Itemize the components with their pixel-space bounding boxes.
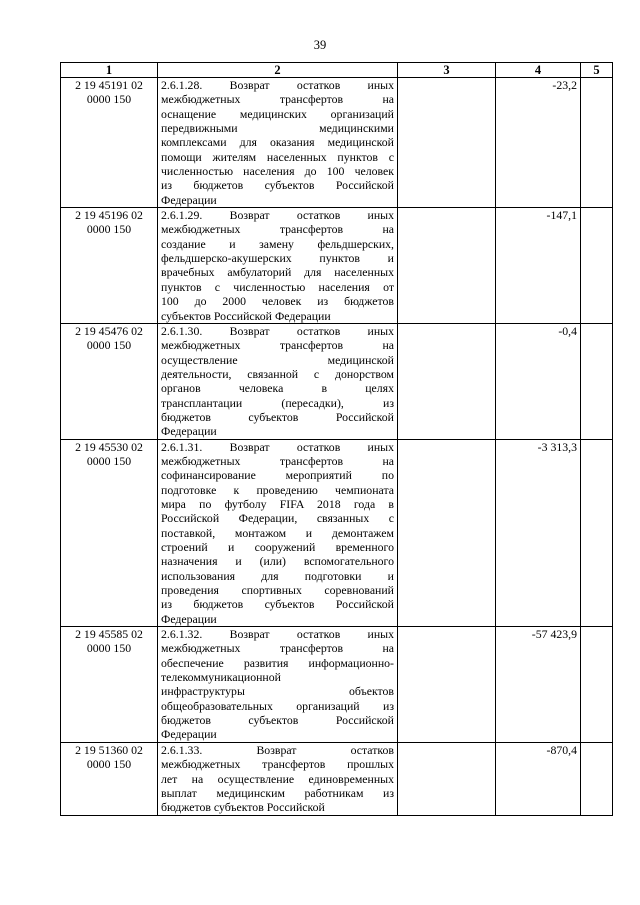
description-line: выплат медицинским работникам из (161, 785, 394, 800)
budget-code-line: 2 19 45191 02 (75, 78, 143, 92)
column-header-3: 3 (398, 63, 496, 78)
budget-code-cell (61, 323, 158, 439)
table-row (61, 208, 613, 324)
description-line: оснащение медицинских организаций (161, 106, 394, 121)
description-line: деятельности, связанной с донорством (161, 366, 394, 381)
budget-table (60, 62, 613, 816)
description-cell (158, 78, 398, 208)
column-header-2: 2 (158, 63, 398, 78)
column-3-cell (398, 439, 496, 626)
description-line: бюджетов субъектов Российской (161, 800, 325, 815)
column-3-cell (398, 742, 496, 815)
column-5-cell (581, 78, 613, 208)
description-line: фельдшерско-акушерских пунктов и (161, 251, 394, 266)
column-3-cell (398, 627, 496, 743)
description-line: межбюджетных трансфертов прошлых (161, 757, 394, 772)
budget-code-cell (61, 439, 158, 626)
table-header-row (61, 63, 613, 78)
description-line: Федерации (161, 727, 217, 742)
budget-code-line: 2 19 45585 02 (75, 627, 143, 642)
table-row (61, 439, 613, 626)
description-line: численностью населения до 100 человек (161, 164, 394, 179)
table-row (61, 627, 613, 743)
description-line: поставкой, монтажом и демонтажем (161, 525, 394, 540)
table-row (61, 78, 613, 208)
description-line: врачебных амбулаторий для населенных (161, 265, 394, 280)
budget-code-cell (61, 627, 158, 743)
column-header-1: 1 (61, 63, 158, 78)
description-cell (158, 323, 398, 439)
description-line: 2.6.1.29. Возврат остатков иных (161, 208, 394, 223)
description-line: Федерации (161, 424, 217, 439)
description-line: назначения и (или) вспомогательного (161, 554, 394, 569)
amount-cell: -870,4 (496, 742, 581, 815)
description-line: Федерации (161, 192, 217, 207)
amount-cell: -0,4 (496, 323, 581, 439)
column-header-4: 4 (496, 63, 581, 78)
column-3-cell (398, 208, 496, 324)
amount-cell: -57 423,9 (496, 627, 581, 743)
description-line: Федерации (161, 611, 217, 626)
description-line: осуществление медицинской (161, 352, 394, 367)
description-line: 2.6.1.31. Возврат остатков иных (161, 439, 394, 454)
table-row (61, 742, 613, 815)
column-5-cell (581, 323, 613, 439)
column-3-cell (398, 323, 496, 439)
budget-code-line: 2 19 45530 02 (75, 439, 143, 454)
page-number: 39 (313, 38, 327, 52)
description-line: межбюджетных трансфертов на (161, 92, 394, 107)
description-line: 2.6.1.28. Возврат остатков иных (161, 78, 394, 92)
description-line: 100 до 2000 человек из бюджетов (161, 294, 394, 309)
description-line: межбюджетных трансфертов на (161, 222, 394, 237)
description-line: проведения спортивных соревнований (161, 583, 394, 598)
description-line: общеобразовательных организаций из (161, 698, 394, 713)
description-line: помощи жителям населенных пунктов с (161, 149, 394, 164)
description-line: органов человека в целях (161, 381, 394, 396)
description-line: бюджетов субъектов Российской (161, 713, 394, 728)
description-cell (158, 208, 398, 324)
description-line: создание и замену фельдшерских, (161, 236, 394, 251)
description-line: инфраструктуры объектов (161, 684, 394, 699)
table-row (61, 323, 613, 439)
budget-code-cell (61, 78, 158, 208)
description-cell (158, 742, 398, 815)
description-line: 2.6.1.30. Возврат остатков иных (161, 323, 394, 338)
budget-code-line: 0000 150 (86, 222, 132, 237)
description-line: межбюджетных трансфертов на (161, 338, 394, 353)
description-line: межбюджетных трансфертов на (161, 641, 394, 656)
description-cell (158, 627, 398, 743)
description-line: комплексами для оказания медицинской (161, 135, 394, 150)
column-5-cell (581, 439, 613, 626)
budget-code-cell (61, 208, 158, 324)
column-5-cell (581, 627, 613, 743)
budget-code-line: 2 19 51360 02 (75, 742, 143, 757)
column-header-5: 5 (581, 63, 613, 78)
amount-cell: -3 313,3 (496, 439, 581, 626)
description-line: подготовке к проведению чемпионата (161, 482, 394, 497)
description-line: софинансирование мероприятий по (161, 468, 394, 483)
description-line: лет на осуществление единовременных (161, 771, 394, 786)
description-line: использования для подготовки и (161, 568, 394, 583)
column-5-cell (581, 742, 613, 815)
description-line: обеспечение развития информационно- (161, 655, 394, 670)
description-line: 2.6.1.33. Возврат остатков (161, 742, 394, 757)
description-line: строений и сооружений временного (161, 540, 394, 554)
description-line: пунктов с численностью населения от (161, 279, 394, 294)
budget-code-line: 2 19 45196 02 (75, 208, 143, 223)
description-line: передвижными медицинскими (161, 121, 394, 136)
description-line: 2.6.1.32. Возврат остатков иных (161, 627, 394, 642)
budget-code-line: 2 19 45476 02 (75, 323, 143, 338)
description-line: из бюджетов субъектов Российской (161, 178, 394, 193)
description-line: бюджетов субъектов Российской (161, 409, 394, 424)
budget-code-line: 0000 150 (86, 453, 132, 468)
amount-cell: -23,2 (496, 78, 581, 208)
description-line: из бюджетов субъектов Российской (161, 597, 394, 612)
amount-cell: -147,1 (496, 208, 581, 324)
column-5-cell (581, 208, 613, 324)
budget-code-line: 0000 150 (86, 757, 132, 772)
description-cell (158, 439, 398, 626)
budget-code-line: 0000 150 (86, 92, 132, 107)
description-line: субъектов Российской Федерации (161, 308, 331, 323)
description-line: телекоммуникационной (161, 670, 281, 685)
description-line: мира по футболу FIFA 2018 года в (161, 496, 394, 511)
description-line: трансплантации (пересадки), из (161, 395, 394, 410)
budget-code-cell (61, 742, 158, 815)
description-line: Российской Федерации, связанных с (161, 511, 394, 526)
budget-code-line: 0000 150 (86, 338, 132, 353)
column-3-cell (398, 78, 496, 208)
description-line: межбюджетных трансфертов на (161, 453, 394, 468)
budget-code-line: 0000 150 (86, 641, 132, 656)
